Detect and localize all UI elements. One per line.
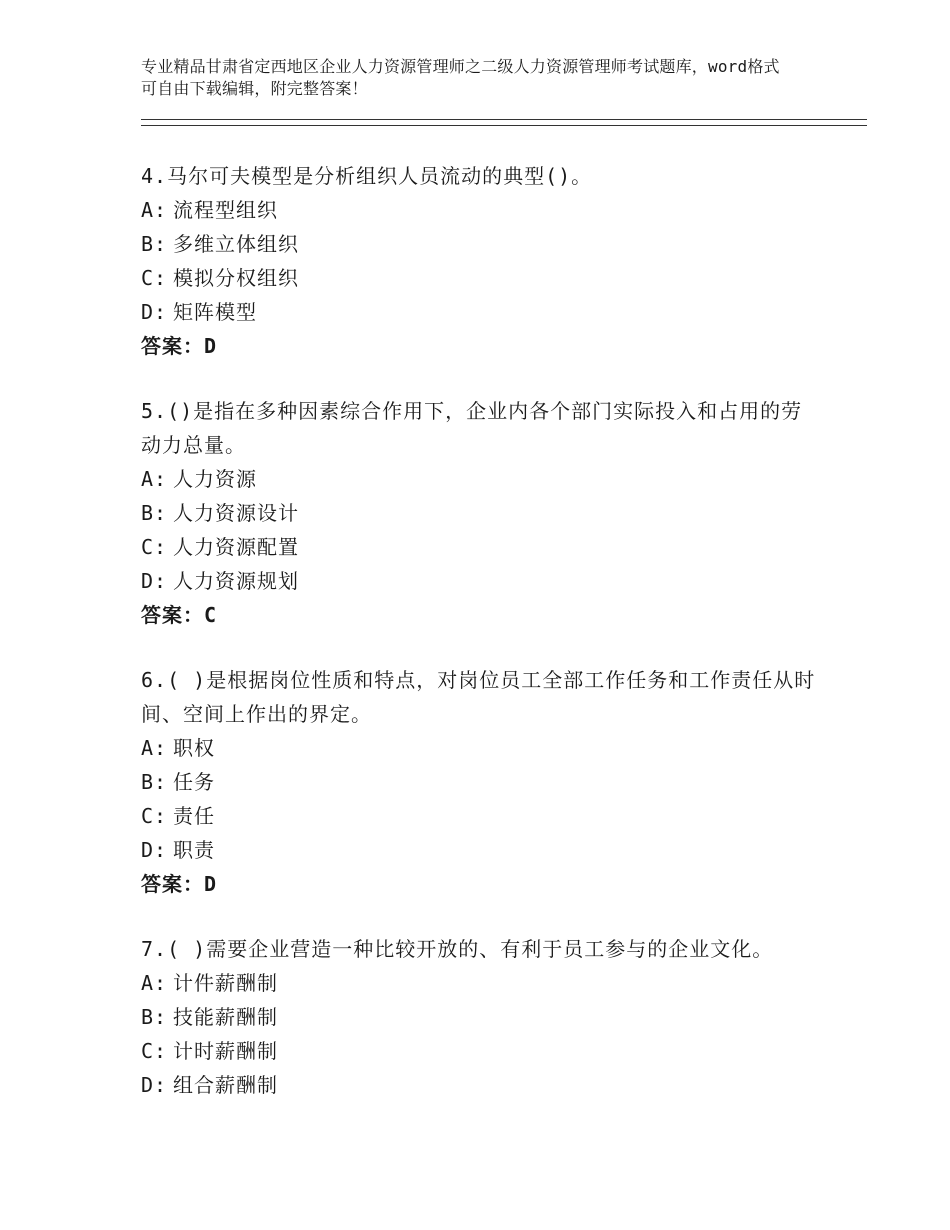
option-d	[141, 1068, 867, 1102]
question-7	[141, 932, 867, 1102]
option-d	[141, 295, 867, 329]
option-text: 多维立体组织	[173, 232, 299, 256]
option-key: D:	[141, 838, 168, 862]
option-b	[141, 496, 867, 530]
option-d	[141, 833, 867, 867]
option-key: C:	[141, 266, 168, 290]
option-b	[141, 1000, 867, 1034]
option-a	[141, 462, 867, 496]
option-key: D:	[141, 569, 168, 593]
option-text: 计时薪酬制	[173, 1039, 278, 1063]
question-stem: 7.( )需要企业营造一种比较开放的、有利于员工参与的企业文化。	[141, 937, 774, 961]
option-key: B:	[141, 232, 168, 256]
option-key: A:	[141, 467, 168, 491]
option-key: C:	[141, 804, 168, 828]
option-text: 流程型组织	[173, 198, 278, 222]
header-double-rule	[141, 119, 867, 126]
question-stem: 5.()是指在多种因素综合作用下，企业内各个部门实际投入和占用的劳动力总量。	[141, 399, 803, 457]
option-d	[141, 564, 867, 598]
question-4	[141, 159, 867, 363]
option-key: D:	[141, 1073, 168, 1097]
option-c	[141, 1034, 867, 1068]
option-key: D:	[141, 300, 168, 324]
option-c	[141, 530, 867, 564]
answer: 答案：D	[141, 872, 218, 896]
option-text: 任务	[173, 770, 215, 794]
option-text: 组合薪酬制	[173, 1073, 278, 1097]
question-5	[141, 394, 867, 632]
document-page	[141, 56, 867, 1102]
option-key: B:	[141, 1005, 168, 1029]
option-text: 计件薪酬制	[173, 971, 278, 995]
option-text: 矩阵模型	[173, 300, 257, 324]
option-a	[141, 966, 867, 1000]
question-stem: 6.( )是根据岗位性质和特点，对岗位员工全部工作任务和工作责任从时间、空间上作出的界定。	[141, 668, 816, 726]
document-title: 专业精品甘肃省定西地区企业人力资源管理师之二级人力资源管理师考试题库，word格式可自由下载编辑，附完整答案！	[141, 57, 780, 98]
option-key: B:	[141, 501, 168, 525]
option-text: 人力资源设计	[173, 501, 299, 525]
answer: 答案：D	[141, 334, 218, 358]
option-key: C:	[141, 1039, 168, 1063]
option-text: 人力资源	[173, 467, 257, 491]
question-6	[141, 663, 867, 901]
option-a	[141, 731, 867, 765]
option-a	[141, 193, 867, 227]
option-text: 模拟分权组织	[173, 266, 299, 290]
option-text: 人力资源配置	[173, 535, 299, 559]
option-c	[141, 799, 867, 833]
option-key: C:	[141, 535, 168, 559]
option-text: 人力资源规划	[173, 569, 299, 593]
option-b	[141, 765, 867, 799]
option-b	[141, 227, 867, 261]
option-key: B:	[141, 770, 168, 794]
option-text: 职责	[173, 838, 215, 862]
option-text: 责任	[173, 804, 215, 828]
option-key: A:	[141, 736, 168, 760]
question-stem: 4.马尔可夫模型是分析组织人员流动的典型()。	[141, 164, 593, 188]
answer: 答案：C	[141, 603, 218, 627]
option-c	[141, 261, 867, 295]
option-key: A:	[141, 971, 168, 995]
option-key: A:	[141, 198, 168, 222]
option-text: 职权	[173, 736, 215, 760]
option-text: 技能薪酬制	[173, 1005, 278, 1029]
